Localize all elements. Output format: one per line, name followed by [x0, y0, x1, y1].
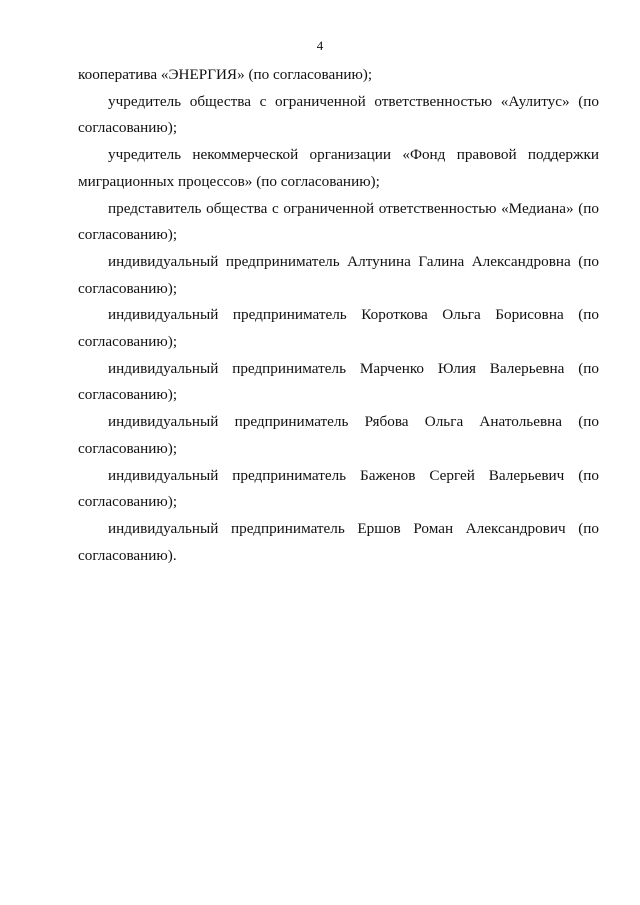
paragraph-entrepreneur-ershov: индивидуальный предприниматель Ершов Роман Александрович (по согласованию). [78, 519, 599, 564]
document-body [78, 62, 599, 569]
page-number: 4 [316, 38, 324, 53]
paragraph-migration-fund-founder: учредитель некоммерческой организации «Фонд правовой поддержки миграционных процессов» (по согласованию); [78, 146, 599, 190]
paragraph-cooperative-energiya: кооператива «ЭНЕРГИЯ» (по согласованию); [78, 66, 373, 83]
paragraph-aulitus-founder: учредитель общества с ограниченной ответственностью «Аулитус» (по согласованию); [78, 92, 599, 137]
paragraph-entrepreneur-bazhenov: индивидуальный предприниматель Баженов Сергей Валерьевич (по согласованию); [78, 466, 599, 511]
paragraph-entrepreneur-korotkova: индивидуальный предприниматель Короткова Ольга Борисовна (по согласованию); [78, 306, 599, 351]
paragraph-entrepreneur-ryabova: индивидуальный предприниматель Рябова Ольга Анатольевна (по согласованию); [78, 413, 599, 457]
paragraph-entrepreneur-marchenko: индивидуальный предприниматель Марченко Юлия Валерьевна (по согласованию); [78, 359, 599, 404]
paragraph-mediana-representative: представитель общества с ограниченной ответственностью «Медиана» (по согласованию); [78, 199, 599, 244]
paragraph-entrepreneur-altunina: индивидуальный предприниматель Алтунина Галина Александровна (по согласованию); [78, 252, 599, 297]
